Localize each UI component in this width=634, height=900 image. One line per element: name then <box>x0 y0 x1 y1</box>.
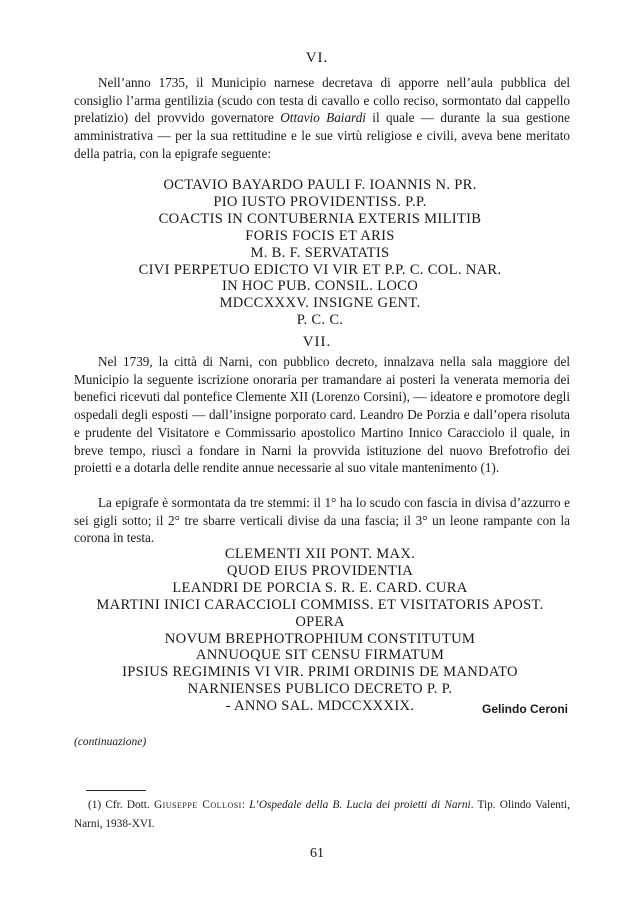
footnote-prefix: (1) Cfr. Dott. <box>88 799 154 811</box>
governor-name: Ottavio Baiardi <box>280 110 366 126</box>
epigraph-baiardi-line: IN HOC PUB. CONSIL. LOCO <box>221 278 419 295</box>
epigraph-baiardi-line: CIVI PERPETUO EDICTO VI VIR ET P.P. C. COL. NAR. <box>138 261 502 278</box>
epigraph-clemente-line: NARNIENSES PUBLICO DECRETO P. P. <box>187 681 453 698</box>
epigraph-clemente-line: LEANDRI DE PORCIA S. R. E. CARD. CURA <box>172 579 468 596</box>
epigraph-baiardi-line: OCTAVIO BAYARDO PAULI F. IOANNIS N. PR. <box>163 177 477 193</box>
epigraph-clemente-line: IPSIUS REGIMINIS VI VIR. PRIMI ORDINIS DE MANDATO <box>122 664 518 681</box>
epigraph-baiardi-line: PIO IUSTO PROVIDENTISS. P.P. <box>213 193 427 210</box>
footnote-sep: : <box>241 799 250 811</box>
epigraph-baiardi-line: M. B. F. SERVATATIS <box>250 244 390 261</box>
paragraph-text-continued: il quale — durante la sua gestione amministrativa — per la sua rettitudine e le sue virtù religiose e civili, aveva bene meritato della patria, con la epigrafe seguente: <box>74 110 570 161</box>
epigraph-clemente-line: MARTINI INICI CARACCIOLI COMMISS. ET VISITATORIS APOST. <box>96 596 544 613</box>
footnote-rest: . Tip. Olindo Valenti, Narni, 1938-XVI. <box>74 799 571 830</box>
author-signature: Gelindo Ceroni <box>481 702 568 716</box>
epigraph-clemente-line: OPERA <box>295 613 345 630</box>
section-heading-vii: VII. <box>302 334 332 350</box>
epigraph-baiardi-line: P. C. C. <box>296 312 344 329</box>
section-vi-paragraph <box>74 74 570 163</box>
paragraph-text: La epigrafe è sormontata da tre stemmi: il 1° ha lo scudo con fascia in divisa d’azzurro e sei gigli sotto; il 2° tre sbarre verticali divise da una fascia; il 3° un leone rampante con la corona in testa. <box>74 495 570 546</box>
section-heading-vi: VI. <box>305 50 329 66</box>
footnote-author: Giuseppe Collosi <box>153 799 242 811</box>
paragraph-text: Nell’anno 1735, il Municipio narnese decretava di apporre nell’aula pubblica del consiglio l’arma gentilizia (scudo con testa di cavallo e collo reciso, sormontato dal cappello prelatizio) del provvido governatore <box>74 75 570 126</box>
epigraph-clemente-line: - ANNO SAL. MDCCXXXIX. <box>225 698 415 715</box>
page-number: 61 <box>310 846 324 861</box>
section-vii-paragraph-1 <box>74 353 570 477</box>
epigraph-clemente-line: QUOD EIUS PROVIDENTIA <box>226 562 414 579</box>
section-vii-paragraph-2 <box>74 494 570 547</box>
paragraph-text: Nel 1739, la città di Narni, con pubblico decreto, innalzava nella sala maggiore del Municipio la seguente iscrizione onoraria per tramandare ai posteri la venerata memoria dei benefici ricevuti dal pontefice Clemente XII (Lorenzo Corsini), — ideatore e promotore degli ospedali degli esposti — dall’insigne porporato card. Leandro De Porzia e dall’opera risoluta e prudente del Visitatore e Commissario apostolico Martino Innico Caracciolo il quale, in breve tempo, riuscì a fondare in Narni la provvida istituzione del nuovo Brefotrofio dei proietti e a dotarla delle rendite annue necessarie al suo vitale mantenimento (1). <box>74 354 570 476</box>
epigraph-clemente-line: NOVUM BREPHOTROPHIUM CONSTITUTUM <box>164 630 476 647</box>
epigraph-baiardi-line: MDCCXXXV. INSIGNE GENT. <box>219 295 421 312</box>
footnote <box>74 796 570 834</box>
epigraph-clemente-line: ANNUOQUE SIT CENSU FIRMATUM <box>195 647 445 664</box>
epigraph-baiardi-line: COACTIS IN CONTUBERNIA EXTERIS MILITIB <box>158 210 482 227</box>
footnote-rule <box>86 790 146 791</box>
epigraph-clemente <box>0 546 634 715</box>
epigraph-baiardi <box>0 177 634 329</box>
epigraph-clemente-line: CLEMENTI XII PONT. MAX. <box>224 546 416 562</box>
continuation-note: (continuazione) <box>74 736 147 748</box>
footnote-title: L’Ospedale della B. Lucia dei proietti di Narni <box>249 799 471 811</box>
epigraph-baiardi-line: FORIS FOCIS ET ARIS <box>245 227 395 244</box>
